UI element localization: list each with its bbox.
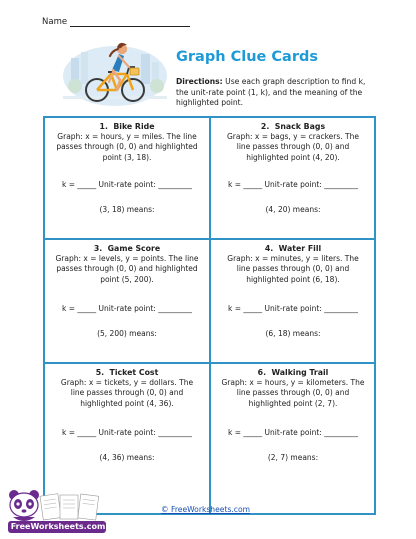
freeworksheets-link[interactable]: © FreeWorksheets.com (161, 505, 251, 514)
card-number: 6. (257, 368, 267, 377)
card-title-text: Walking Trail (271, 368, 329, 377)
card-number: 1. (99, 122, 108, 131)
card-description: Graph: x = tickets, y = dollars. The line passes through (0, 0) and highlighted point (4, 36). (60, 378, 194, 408)
card-title-text: Water Fill (278, 244, 322, 253)
card-description: Graph: x = bags, y = crackers. The line passes through (0, 0) and highlighted point (4, 20). (226, 132, 359, 162)
clue-card-grid (43, 116, 376, 515)
card-title (211, 244, 375, 253)
card-number: 4. (264, 244, 274, 253)
card-title-text: Snack Bags (274, 122, 326, 131)
card-description: Graph: x = levels, y = points. The line passes through (0, 0) and highlighted point (5, 200). (55, 254, 199, 284)
card-description: Graph: x = hours, y = kilometers. The line passes through (0, 0) and highlighted point (2, 7). (221, 378, 365, 408)
card-title (211, 368, 375, 377)
clue-card-2 (211, 118, 375, 238)
logo-brand-text: FreeWorksheets.com (10, 522, 106, 531)
card-number: 2. (260, 122, 270, 131)
directions-text (176, 77, 376, 109)
k-unit-rate-line[interactable]: k = _____ Unit-rate point: _________ (228, 428, 358, 437)
k-unit-rate-line[interactable]: k = _____ Unit-rate point: _________ (228, 304, 358, 313)
card-title (45, 122, 209, 131)
name-field[interactable] (42, 17, 190, 27)
card-number: 3. (93, 244, 103, 253)
directions-body: Use each graph description to find k, the unit-rate point (1, k), and the meaning of the highlighted point. (176, 77, 366, 108)
card-title-text: Ticket Cost (109, 368, 159, 377)
k-unit-rate-line[interactable]: k = _____ Unit-rate point: _________ (228, 180, 358, 189)
point-meaning-line[interactable]: (4, 36) means: (99, 453, 155, 462)
name-label: Name (42, 17, 68, 27)
point-meaning-line[interactable]: (3, 18) means: (99, 205, 155, 214)
k-unit-rate-line[interactable]: k = _____ Unit-rate point: _________ (62, 180, 192, 189)
point-meaning-line[interactable]: (4, 20) means: (265, 205, 321, 214)
point-meaning-line[interactable]: (5, 200) means: (97, 329, 157, 338)
card-title (45, 244, 209, 253)
card-title (211, 122, 375, 131)
card-description: Graph: x = minutes, y = liters. The line passes through (0, 0) and highlighted point (6, 18). (227, 254, 359, 284)
name-underline[interactable] (70, 18, 190, 27)
directions-label: Directions: (176, 77, 223, 86)
k-unit-rate-line[interactable]: k = _____ Unit-rate point: _________ (62, 428, 192, 437)
card-title-text: Game Score (107, 244, 161, 253)
card-description: Graph: x = hours, y = miles. The line passes through (0, 0) and highlighted point (3, 18). (56, 132, 198, 162)
card-title (45, 368, 209, 377)
card-title-text: Bike Ride (113, 122, 155, 131)
bike-rider-illustration-icon (63, 34, 167, 110)
page-title: Graph Clue Cards (176, 49, 318, 65)
k-unit-rate-line[interactable]: k = _____ Unit-rate point: _________ (62, 304, 192, 313)
point-meaning-line[interactable]: (6, 18) means: (265, 329, 321, 338)
clue-card-4 (211, 240, 375, 362)
clue-card-6 (211, 364, 375, 513)
clue-card-1 (45, 118, 209, 238)
clue-card-3 (45, 240, 209, 362)
card-number: 5. (95, 368, 105, 377)
point-meaning-line[interactable]: (2, 7) means: (267, 453, 319, 462)
